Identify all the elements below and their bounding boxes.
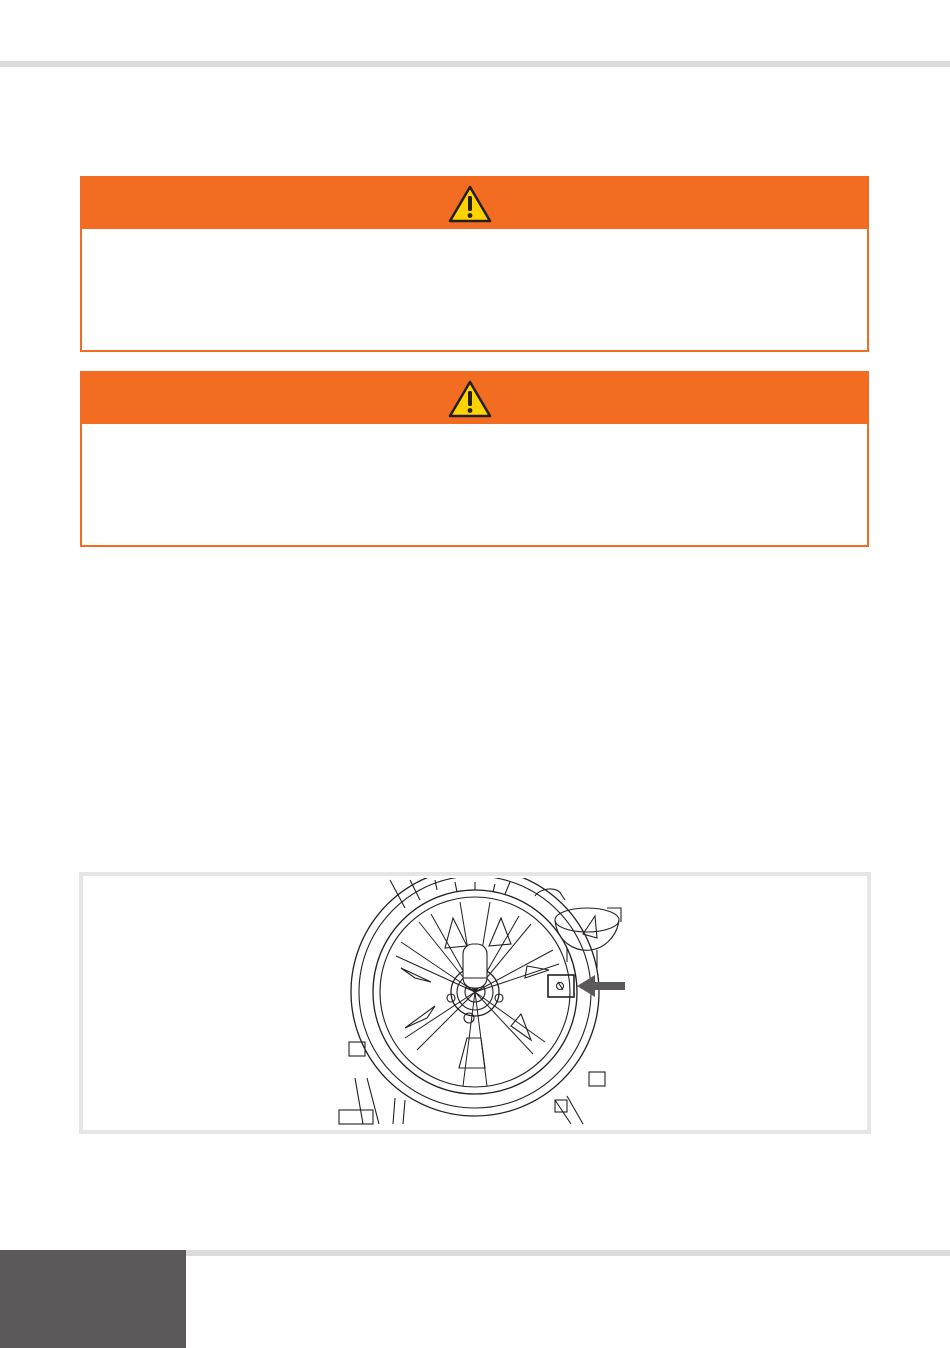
figure-frame xyxy=(79,872,871,1134)
warning-body-2 xyxy=(82,424,867,452)
header-rule xyxy=(0,61,950,67)
warning-triangle-icon xyxy=(448,185,492,223)
warning-box-1 xyxy=(80,176,869,352)
page-tab xyxy=(0,1250,186,1348)
wheel-on-tyre-changer-illustration xyxy=(335,878,625,1130)
warning-header-1 xyxy=(82,178,867,229)
pointer-arrow-icon xyxy=(577,975,625,997)
warning-header-2 xyxy=(82,373,867,424)
footer-rule xyxy=(186,1250,950,1256)
warning-body-1 xyxy=(82,229,867,257)
warning-triangle-icon xyxy=(448,380,492,418)
warning-box-2 xyxy=(80,371,869,547)
